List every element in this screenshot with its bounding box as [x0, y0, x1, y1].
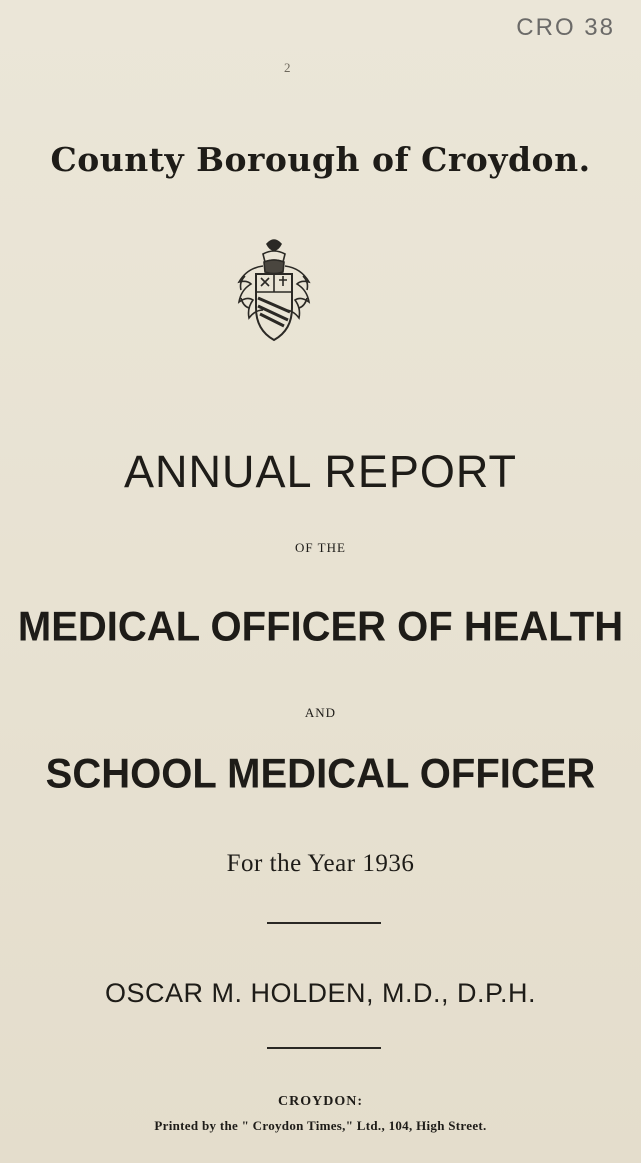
divider-rule [267, 1047, 381, 1049]
borough-heading: County Borough of Croydon. [50, 140, 591, 179]
page-mark: 2 [284, 60, 291, 75]
office-school-medical-officer: SCHOOL MEDICAL OFFICER [45, 750, 596, 798]
imprint-city: CROYDON: [278, 1094, 363, 1109]
author-name: OSCAR M. HOLDEN, M.D., D.P.H. [104, 978, 537, 1008]
office-medical-officer-of-health: MEDICAL OFFICER OF HEALTH [17, 603, 624, 651]
divider-rule [267, 922, 381, 924]
report-year: For the Year 1936 [226, 850, 415, 877]
report-title: ANNUAL REPORT [123, 446, 518, 497]
coat-of-arms-icon [233, 236, 315, 348]
archive-annotation: CRO 38 [516, 14, 615, 41]
and-label: AND [304, 705, 337, 720]
of-the-label: OF THE [295, 540, 346, 555]
printer-imprint: Printed by the " Croydon Times," Ltd., 104, High Street. [154, 1118, 487, 1133]
